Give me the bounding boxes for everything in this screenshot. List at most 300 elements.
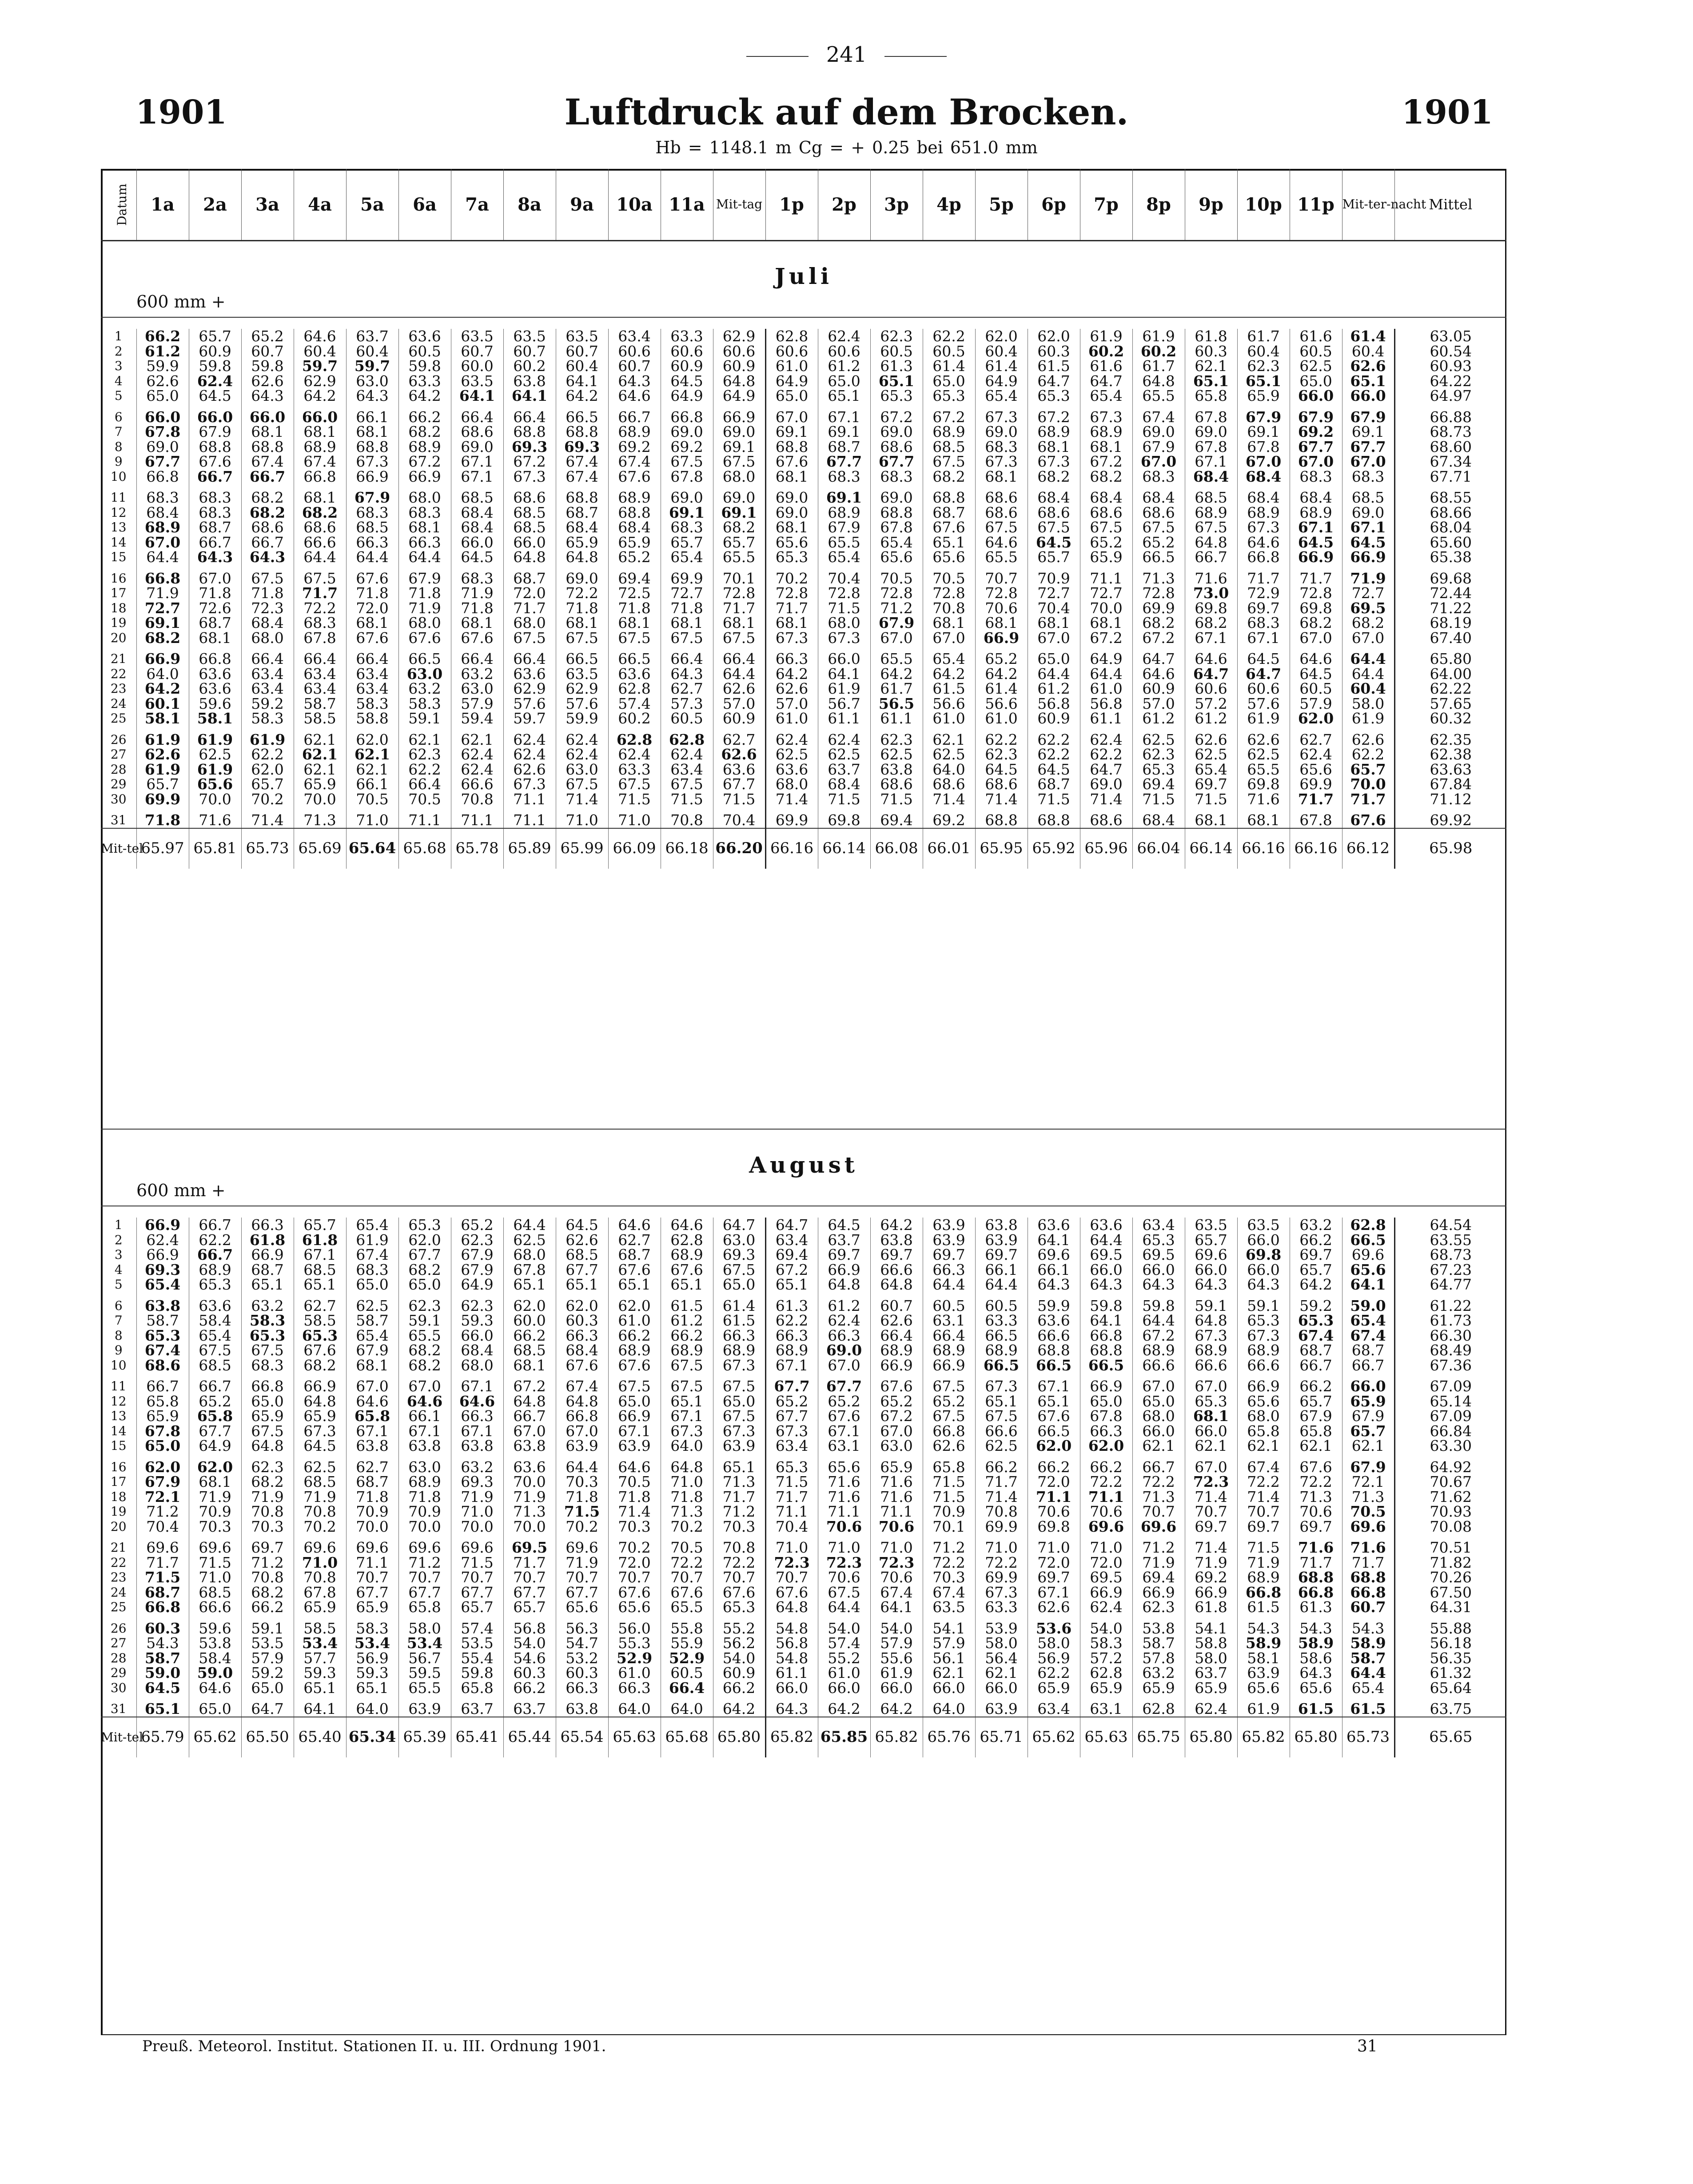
value-cell: 65.0: [608, 1394, 661, 1409]
value-cell: 67.6: [870, 1379, 923, 1394]
value-cell: 59.6: [189, 696, 241, 711]
value-cell: 67.8: [1290, 813, 1342, 828]
value-cell: 65.7: [294, 1218, 346, 1233]
day-cell: 10: [101, 1358, 136, 1373]
value-cell: 71.3: [294, 813, 346, 828]
mittel-value-cell: 66.20: [713, 828, 765, 869]
value-cell: 69.1: [765, 424, 818, 439]
value-cell: 66.7: [189, 469, 241, 484]
value-cell: 60.4: [556, 359, 608, 374]
mittel-value-cell: 65.81: [189, 828, 241, 869]
value-cell: 68.0: [398, 615, 451, 631]
mittel-value-cell: 66.08: [870, 828, 923, 869]
value-cell: 66.9: [398, 469, 451, 484]
value-cell: 65.1: [1028, 1394, 1080, 1409]
column-header-hour: 9a: [556, 169, 608, 241]
value-cell: 71.1: [818, 1504, 870, 1519]
value-cell: 66.7: [189, 1218, 241, 1233]
value-cell: 65.0: [765, 388, 818, 403]
value-cell: 64.3: [1132, 1277, 1185, 1292]
value-cell: 69.5: [1080, 1570, 1132, 1585]
value-cell: 68.5: [556, 1247, 608, 1262]
table-row: [101, 1343, 1506, 1358]
value-cell: 58.0: [975, 1636, 1028, 1651]
value-cell: 65.9: [556, 535, 608, 550]
value-cell: 65.8: [1237, 1424, 1290, 1439]
value-cell: 69.2: [1290, 424, 1342, 439]
value-cell: 62.1: [1290, 1438, 1342, 1453]
value-cell: 64.5: [975, 762, 1028, 777]
value-cell: 67.0: [1342, 631, 1394, 646]
value-cell: 63.4: [346, 681, 398, 696]
value-cell: 67.5: [661, 1358, 713, 1373]
value-cell: 68.4: [556, 520, 608, 535]
data-table: [101, 329, 1506, 869]
value-cell: 68.3: [818, 469, 870, 484]
value-cell: 64.9: [1080, 651, 1132, 667]
value-cell: 61.5: [1237, 1600, 1290, 1615]
value-cell: 66.9: [1342, 550, 1394, 565]
value-cell: 64.4: [503, 1218, 556, 1233]
value-cell: 62.2: [241, 747, 294, 762]
mittel-value-cell: 65.64: [346, 828, 398, 869]
value-cell: 68.4: [451, 505, 503, 520]
value-cell: 64.5: [1028, 762, 1080, 777]
value-cell: 72.2: [1132, 1474, 1185, 1489]
value-cell: 62.1: [1132, 1438, 1185, 1453]
value-cell: 66.3: [713, 1328, 765, 1343]
value-cell: 71.6: [818, 1474, 870, 1489]
day-cell: 21: [101, 1540, 136, 1555]
value-cell: 57.4: [818, 1636, 870, 1651]
value-cell: 67.5: [1185, 520, 1237, 535]
value-cell: 54.0: [870, 1621, 923, 1636]
value-cell: 63.5: [556, 667, 608, 682]
value-cell: 67.5: [608, 777, 661, 792]
mittel-value-cell: 65.82: [1237, 1717, 1290, 1757]
value-cell: 62.6: [1342, 732, 1394, 747]
value-cell: 71.7: [1342, 792, 1394, 807]
value-cell: 67.3: [713, 1424, 765, 1439]
value-cell: 70.7: [451, 1570, 503, 1585]
value-cell: 56.4: [975, 1651, 1028, 1666]
value-cell: 57.2: [1080, 1651, 1132, 1666]
value-cell: 67.0: [1342, 454, 1394, 469]
daily-mean-cell: 67.23: [1394, 1262, 1506, 1278]
value-cell: 68.1: [294, 424, 346, 439]
table-row: [101, 1665, 1506, 1681]
value-cell: 68.9: [975, 1343, 1028, 1358]
value-cell: 67.5: [975, 1409, 1028, 1424]
value-cell: 65.1: [1185, 374, 1237, 389]
value-cell: 67.6: [608, 1262, 661, 1278]
value-cell: 69.6: [1342, 1247, 1394, 1262]
value-cell: 66.4: [713, 651, 765, 667]
value-cell: 68.2: [398, 1262, 451, 1278]
value-cell: 68.9: [1237, 1570, 1290, 1585]
value-cell: 67.8: [1185, 410, 1237, 425]
value-cell: 62.0: [136, 1460, 189, 1475]
value-cell: 65.9: [346, 1600, 398, 1615]
year-right: 1901: [1402, 93, 1493, 132]
value-cell: 67.0: [1028, 631, 1080, 646]
table-row: [101, 1358, 1506, 1373]
value-cell: 61.0: [1080, 681, 1132, 696]
value-cell: 68.2: [398, 424, 451, 439]
day-cell: 22: [101, 1555, 136, 1570]
value-cell: 55.2: [818, 1651, 870, 1666]
value-cell: 62.5: [1185, 747, 1237, 762]
value-cell: 70.0: [398, 1519, 451, 1534]
value-cell: 60.4: [346, 344, 398, 359]
value-cell: 62.0: [556, 1298, 608, 1314]
value-cell: 66.2: [136, 329, 189, 344]
value-cell: 68.2: [1185, 615, 1237, 631]
day-cell: 18: [101, 1489, 136, 1505]
value-cell: 68.3: [241, 1358, 294, 1373]
value-cell: 70.9: [346, 1504, 398, 1519]
value-cell: 67.9: [1132, 439, 1185, 455]
value-cell: 60.6: [1185, 681, 1237, 696]
value-cell: 62.0: [503, 1298, 556, 1314]
value-cell: 69.0: [1132, 424, 1185, 439]
value-cell: 69.4: [608, 571, 661, 586]
value-cell: 70.2: [608, 1540, 661, 1555]
value-cell: 72.8: [1290, 586, 1342, 601]
mittel-row: [101, 828, 1506, 869]
value-cell: 71.9: [451, 586, 503, 601]
value-cell: 61.5: [1290, 1701, 1342, 1717]
value-cell: 69.7: [1290, 1519, 1342, 1534]
value-cell: 61.4: [923, 359, 975, 374]
value-cell: 62.0: [1028, 1438, 1080, 1453]
value-cell: 69.2: [661, 439, 713, 455]
value-cell: 67.7: [713, 777, 765, 792]
value-cell: 66.0: [1185, 1424, 1237, 1439]
value-cell: 59.2: [1290, 1298, 1342, 1314]
value-cell: 61.2: [661, 1313, 713, 1328]
value-cell: 67.0: [503, 1424, 556, 1439]
value-cell: 67.7: [556, 1262, 608, 1278]
value-cell: 61.9: [1080, 329, 1132, 344]
value-cell: 66.0: [1237, 1233, 1290, 1248]
value-cell: 68.8: [608, 505, 661, 520]
value-cell: 70.6: [818, 1570, 870, 1585]
value-cell: 68.9: [294, 439, 346, 455]
value-cell: 62.5: [346, 1298, 398, 1314]
value-cell: 67.5: [1132, 520, 1185, 535]
value-cell: 61.1: [870, 711, 923, 726]
value-cell: 68.1: [398, 520, 451, 535]
value-cell: 70.4: [136, 1519, 189, 1534]
value-cell: 61.9: [189, 732, 241, 747]
value-cell: 68.9: [713, 1343, 765, 1358]
value-cell: 63.2: [398, 681, 451, 696]
value-cell: 72.0: [1028, 1474, 1080, 1489]
value-cell: 68.0: [1237, 1409, 1290, 1424]
value-cell: 68.7: [1342, 1343, 1394, 1358]
table-row: [101, 615, 1506, 631]
table-row: [101, 1681, 1506, 1696]
value-cell: 64.6: [608, 388, 661, 403]
value-cell: 63.4: [294, 667, 346, 682]
mittel-value-cell: 65.44: [503, 1717, 556, 1757]
value-cell: 70.6: [1028, 1504, 1080, 1519]
value-cell: 67.2: [503, 1379, 556, 1394]
value-cell: 64.4: [1080, 667, 1132, 682]
day-cell: 23: [101, 681, 136, 696]
value-cell: 58.4: [189, 1313, 241, 1328]
daily-mean-cell: 72.44: [1394, 586, 1506, 601]
value-cell: 72.2: [713, 1555, 765, 1570]
value-cell: 71.7: [765, 601, 818, 616]
table-row: [101, 1570, 1506, 1585]
value-cell: 60.3: [556, 1665, 608, 1681]
value-cell: 67.0: [870, 631, 923, 646]
value-cell: 60.9: [1132, 681, 1185, 696]
value-cell: 71.0: [608, 813, 661, 828]
value-cell: 66.0: [818, 1681, 870, 1696]
mittel-value-cell: 66.16: [765, 828, 818, 869]
value-cell: 67.4: [556, 454, 608, 469]
value-cell: 66.3: [923, 1262, 975, 1278]
value-cell: 63.8: [346, 1438, 398, 1453]
value-cell: 64.0: [136, 667, 189, 682]
value-cell: 71.8: [661, 601, 713, 616]
value-cell: 65.9: [294, 1409, 346, 1424]
day-cell: 11: [101, 1379, 136, 1394]
daily-mean-cell: 64.31: [1394, 1600, 1506, 1615]
value-cell: 68.5: [503, 1343, 556, 1358]
value-cell: 66.9: [608, 1409, 661, 1424]
day-cell: 4: [101, 374, 136, 389]
value-cell: 62.6: [503, 762, 556, 777]
column-header-hour: 2p: [818, 169, 870, 241]
value-cell: 64.1: [818, 667, 870, 682]
value-cell: 69.8: [1290, 601, 1342, 616]
value-cell: 67.9: [136, 1474, 189, 1489]
value-cell: 64.8: [503, 550, 556, 565]
value-cell: 71.0: [294, 1555, 346, 1570]
day-cell: 12: [101, 505, 136, 520]
value-cell: 62.6: [1185, 732, 1237, 747]
value-cell: 60.6: [608, 344, 661, 359]
value-cell: 68.1: [451, 615, 503, 631]
value-cell: 63.8: [975, 1218, 1028, 1233]
value-cell: 66.0: [503, 535, 556, 550]
value-cell: 68.4: [818, 777, 870, 792]
value-cell: 66.0: [189, 410, 241, 425]
value-cell: 68.1: [661, 615, 713, 631]
value-cell: 66.5: [1132, 550, 1185, 565]
value-cell: 65.8: [398, 1600, 451, 1615]
value-cell: 62.8: [661, 1233, 713, 1248]
value-cell: 62.1: [1237, 1438, 1290, 1453]
value-cell: 69.8: [818, 813, 870, 828]
value-cell: 69.5: [1080, 1247, 1132, 1262]
value-cell: 65.7: [1028, 550, 1080, 565]
value-cell: 54.3: [1342, 1621, 1394, 1636]
table-row: [101, 344, 1506, 359]
value-cell: 64.1: [294, 1701, 346, 1717]
table-row: [101, 1277, 1506, 1292]
value-cell: 63.8: [136, 1298, 189, 1314]
table-row: [101, 1474, 1506, 1489]
value-cell: 68.9: [398, 1474, 451, 1489]
day-cell: 15: [101, 1438, 136, 1453]
mittel-value-cell: 65.68: [661, 1717, 713, 1757]
page-number: 241: [0, 42, 1693, 67]
value-cell: 63.8: [870, 1233, 923, 1248]
value-cell: 65.6: [608, 1600, 661, 1615]
value-cell: 56.1: [923, 1651, 975, 1666]
value-cell: 63.9: [923, 1218, 975, 1233]
value-cell: 67.6: [608, 1585, 661, 1600]
table-row: [101, 388, 1506, 403]
value-cell: 66.0: [1132, 1424, 1185, 1439]
value-cell: 67.5: [294, 571, 346, 586]
value-cell: 68.9: [1080, 424, 1132, 439]
value-cell: 68.1: [241, 424, 294, 439]
table-row: [101, 1621, 1506, 1636]
value-cell: 67.1: [1028, 1379, 1080, 1394]
value-cell: 61.0: [608, 1313, 661, 1328]
mittel-value-cell: 66.04: [1132, 828, 1185, 869]
value-cell: 63.7: [503, 1701, 556, 1717]
day-cell: 31: [101, 1701, 136, 1717]
value-cell: 67.3: [1185, 1328, 1237, 1343]
value-cell: 68.1: [189, 1474, 241, 1489]
value-cell: 63.0: [713, 1233, 765, 1248]
value-cell: 64.0: [346, 1701, 398, 1717]
value-cell: 64.5: [189, 388, 241, 403]
value-cell: 60.7: [556, 344, 608, 359]
value-cell: 71.5: [661, 792, 713, 807]
value-cell: 67.5: [713, 1262, 765, 1278]
day-cell: 31: [101, 813, 136, 828]
value-cell: 67.1: [608, 1424, 661, 1439]
value-cell: 62.4: [1185, 1701, 1237, 1717]
value-cell: 61.2: [818, 359, 870, 374]
value-cell: 54.6: [503, 1651, 556, 1666]
value-cell: 65.1: [556, 1277, 608, 1292]
value-cell: 72.8: [975, 586, 1028, 601]
day-cell: 23: [101, 1570, 136, 1585]
day-cell: 24: [101, 1585, 136, 1600]
day-cell: 7: [101, 1313, 136, 1328]
value-cell: 68.2: [1290, 615, 1342, 631]
day-cell: 3: [101, 1247, 136, 1262]
value-cell: 66.2: [503, 1681, 556, 1696]
value-cell: 67.0: [1290, 454, 1342, 469]
value-cell: 64.9: [713, 388, 765, 403]
value-cell: 64.3: [765, 1701, 818, 1717]
value-cell: 61.5: [713, 1313, 765, 1328]
value-cell: 59.8: [241, 359, 294, 374]
value-cell: 71.6: [870, 1474, 923, 1489]
value-cell: 59.9: [1028, 1298, 1080, 1314]
value-cell: 67.3: [975, 454, 1028, 469]
value-cell: 71.1: [1080, 571, 1132, 586]
value-cell: 58.3: [1080, 1636, 1132, 1651]
value-cell: 63.8: [398, 1438, 451, 1453]
value-cell: 70.6: [870, 1519, 923, 1534]
value-cell: 63.9: [713, 1438, 765, 1453]
value-cell: 66.7: [189, 1247, 241, 1262]
value-cell: 69.6: [1080, 1519, 1132, 1534]
value-cell: 69.0: [1080, 777, 1132, 792]
value-cell: 70.2: [241, 792, 294, 807]
value-cell: 69.8: [1237, 777, 1290, 792]
value-cell: 71.0: [1028, 1540, 1080, 1555]
value-cell: 67.1: [661, 1409, 713, 1424]
mittel-value-cell: 66.01: [923, 828, 975, 869]
value-cell: 67.2: [765, 1262, 818, 1278]
value-cell: 61.4: [713, 1298, 765, 1314]
mittel-value-cell: 65.69: [294, 828, 346, 869]
daily-mean-cell: 65.38: [1394, 550, 1506, 565]
value-cell: 64.5: [294, 1438, 346, 1453]
value-cell: 66.0: [241, 410, 294, 425]
table-row: [101, 777, 1506, 792]
value-cell: 68.8: [1080, 1343, 1132, 1358]
column-header-hour: 6p: [1028, 169, 1080, 241]
value-cell: 63.7: [1185, 1665, 1237, 1681]
value-cell: 65.1: [870, 374, 923, 389]
value-cell: 67.0: [189, 571, 241, 586]
value-cell: 64.6: [346, 1394, 398, 1409]
value-cell: 69.2: [1185, 1570, 1237, 1585]
value-cell: 71.4: [1185, 1540, 1237, 1555]
value-cell: 52.9: [661, 1651, 713, 1666]
value-cell: 65.1: [818, 388, 870, 403]
value-cell: 69.5: [1342, 601, 1394, 616]
value-cell: 72.8: [1132, 586, 1185, 601]
value-cell: 65.6: [1290, 1681, 1342, 1696]
day-cell: 27: [101, 1636, 136, 1651]
value-cell: 69.5: [503, 1540, 556, 1555]
value-cell: 66.2: [1080, 1460, 1132, 1475]
value-cell: 68.5: [503, 505, 556, 520]
value-cell: 62.1: [923, 732, 975, 747]
value-cell: 58.0: [1342, 696, 1394, 711]
daily-mean-cell: 63.63: [1394, 762, 1506, 777]
value-cell: 72.2: [1237, 1474, 1290, 1489]
value-cell: 62.3: [451, 1233, 503, 1248]
value-cell: 63.9: [975, 1701, 1028, 1717]
value-cell: 70.7: [1185, 1504, 1237, 1519]
value-cell: 66.9: [1290, 550, 1342, 565]
footer-text: Preuß. Meteorol. Institut. Stationen II. u. III. Ordnung 1901.: [142, 2037, 606, 2055]
value-cell: 71.3: [1132, 1489, 1185, 1505]
value-cell: 67.3: [975, 1379, 1028, 1394]
value-cell: 67.6: [189, 454, 241, 469]
value-cell: 62.7: [713, 732, 765, 747]
value-cell: 65.8: [1290, 1424, 1342, 1439]
value-cell: 56.2: [713, 1636, 765, 1651]
day-cell: 27: [101, 747, 136, 762]
value-cell: 71.0: [346, 813, 398, 828]
value-cell: 60.0: [503, 1313, 556, 1328]
value-cell: 66.0: [975, 1681, 1028, 1696]
value-cell: 69.9: [1290, 777, 1342, 792]
daily-mean-cell: 65.80: [1394, 651, 1506, 667]
value-cell: 68.4: [451, 1343, 503, 1358]
value-cell: 65.4: [1185, 762, 1237, 777]
value-cell: 63.1: [923, 1313, 975, 1328]
value-cell: 65.7: [1290, 1394, 1342, 1409]
value-cell: 71.8: [398, 586, 451, 601]
